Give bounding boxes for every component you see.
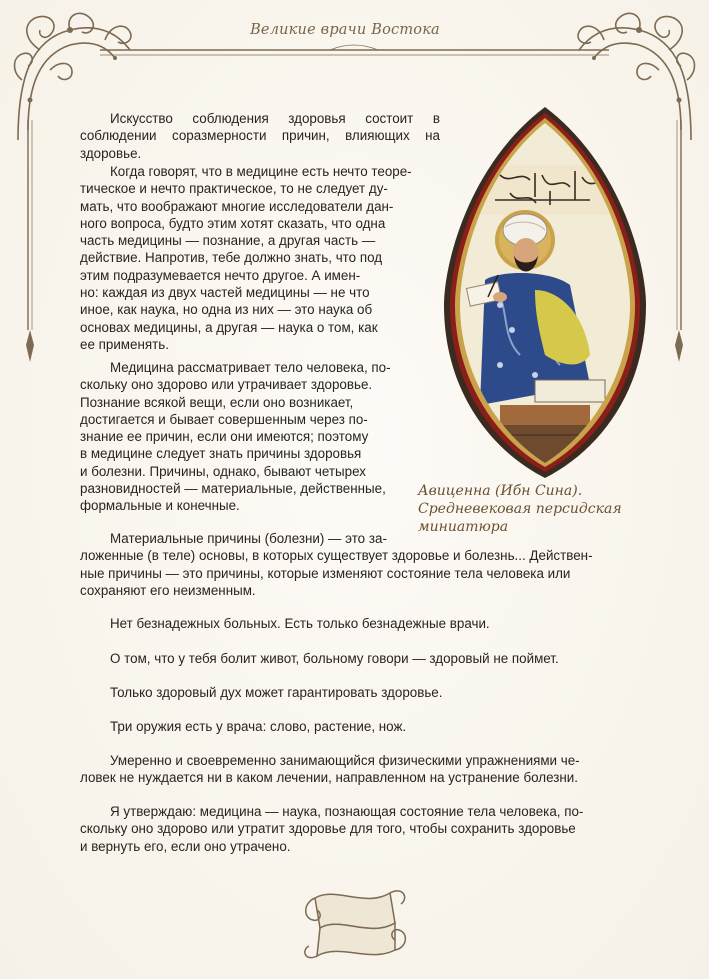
text-line: скольку оно здорово или утрачивает здоровье. — [80, 377, 373, 393]
text-line: Материальные причины (болезни) — это за- — [110, 531, 387, 546]
scroll-ornament-icon — [295, 878, 415, 968]
text-line: этим подразумевается нечто другое. А имен- — [80, 267, 361, 283]
text-line: Когда говорят, что в медицине есть нечто теоре- — [110, 164, 412, 179]
running-header: Великие врачи Востока — [250, 22, 440, 38]
quote-5 — [80, 752, 640, 787]
text-line: достигается и бывает совершенным через по- — [80, 411, 368, 427]
caption-line: миниатюра — [418, 519, 509, 535]
text-line: ные причины — это причины, которые изменяют состояние тела человека или — [80, 565, 571, 581]
caption-line: Авиценна (Ибн Сина). — [418, 483, 583, 499]
miniature-caption — [418, 482, 658, 536]
text-line: и вернуть его, если оно утрачено. — [80, 838, 291, 854]
text-line: Познание всякой вещи, если оно возникает, — [80, 394, 354, 410]
quote-1: Нет безнадежных больных. Есть только безнадежные врачи. — [110, 616, 490, 631]
text-line: Умеренно и своевременно занимающийся физическими упражнениями че- — [110, 753, 580, 768]
paragraph-2 — [80, 163, 440, 353]
quote-4: Три оружия есть у врача: слово, растение, нож. — [110, 719, 407, 734]
text-line: Медицина рассматривает тело человека, по- — [110, 360, 391, 375]
avicenna-miniature-illustration — [440, 105, 650, 480]
text-line: но: каждая из двух частей медицины — не что — [80, 285, 370, 301]
text-line: знание ее причин, если они имеются; поэтому — [80, 429, 369, 445]
text-line: часть медицины — познание, а другая часть — — [80, 233, 376, 249]
text-line: основах медицины, а другая — наука о том, как — [80, 319, 378, 335]
paragraph-4 — [80, 530, 640, 599]
paragraph-3 — [80, 359, 440, 515]
quote-2: О том, что у тебя болит живот, больному говори — здоровый не поймет. — [110, 651, 559, 666]
text-line: ложенные (в теле) основы, в которых существует здоровье и болезнь... Действен- — [80, 548, 593, 564]
text-line: формальные и конечные. — [80, 498, 240, 514]
text-line: иное, как наука, но одна из них — это наука об — [80, 302, 373, 318]
text-line: разновидностей — материальные, действенные, — [80, 481, 386, 497]
text-line: действие. Напротив, тебе должно знать, что под — [80, 250, 383, 266]
text-line: ее применять. — [80, 336, 169, 352]
quote-6 — [80, 803, 640, 855]
text-line: ного вопроса, будто этим хотят сказать, что одна — [80, 215, 386, 231]
text-line: тическое и нечто практическое, то не следует ду- — [80, 181, 388, 197]
quote-3: Только здоровый дух может гарантировать здоровье. — [110, 685, 443, 700]
text-line: скольку оно здорово или утратит здоровье для того, чтобы сохранить здоровье — [80, 821, 576, 837]
text-line: и болезни. Причины, однако, бывают четырех — [80, 463, 366, 479]
text-line: Я утверждаю: медицина — наука, познающая состояние тела человека, по- — [110, 804, 584, 819]
paragraph-1: Искусство соблюдения здоровья состоит в соблюдении соразмерности причин, влияющих на здоровье. — [80, 111, 440, 161]
text-line: в медицине следует знать причины здоровья — [80, 446, 362, 462]
text-line: сохраняют его неизменным. — [80, 582, 256, 598]
text-line: ловек не нуждается ни в каком лечении, направленном на устранение болезни. — [80, 770, 578, 786]
text-line: мать, что воображают многие исследователи дан- — [80, 198, 394, 214]
caption-line: Средневековая персидская — [418, 501, 622, 517]
